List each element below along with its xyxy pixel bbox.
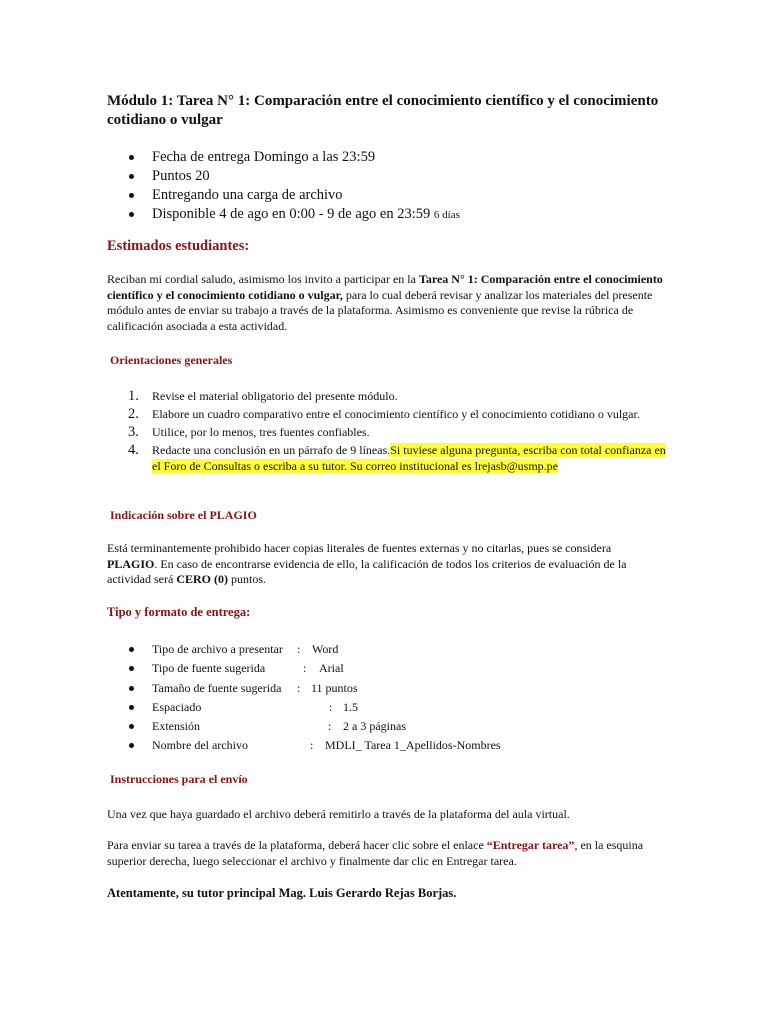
formato-colon: :: [310, 738, 314, 753]
availability-item: [107, 205, 460, 225]
formato-label: Nombre del archivo: [152, 738, 248, 753]
plagio-text-3: puntos.: [227, 572, 266, 586]
orientaciones-list: [107, 388, 667, 476]
intro-text-before: Reciban mi cordial saludo, asimismo los invito a participar en la: [107, 272, 419, 286]
assignment-meta-list: [107, 148, 460, 225]
availability-days: 6 días: [433, 209, 460, 221]
formato-colon: :: [329, 699, 333, 714]
formato-item: [107, 679, 667, 698]
points-item: [107, 167, 460, 186]
formato-item: [107, 698, 667, 717]
envio-text-after: , en la esquina superior derecha, luego seleccionar el archivo y finalmente dar clic en Entregar tarea.: [107, 838, 644, 868]
formato-value: MDLI_ Tarea 1_Apellidos-Nombres: [325, 738, 501, 753]
formato-label: Tamaño de fuente sugerida: [152, 680, 282, 695]
plagio-zero-score: CERO (0): [176, 572, 228, 586]
formato-label: Tipo de fuente sugerida: [152, 661, 266, 676]
formato-item: [107, 736, 667, 755]
plagio-text-1: Está terminantemente prohibido hacer copias literales de fuentes externas y no citarlas, pues se considera: [107, 541, 612, 555]
envio-text-before: Para enviar su tarea a través de la plataforma, deberá hacer clic sobre el enlace: [107, 838, 487, 852]
entregar-tarea-link[interactable]: “Entregar tarea”: [486, 838, 575, 852]
assignment-title: Módulo 1: Tarea N° 1: Comparación entre el conocimiento científico y el conocimiento cotidiano o vulgar: [107, 93, 659, 128]
formato-label: Extensión: [152, 719, 200, 734]
envio-paragraph-1: Una vez que haya guardado el archivo deberá remitirlo a través de la plataforma del aula virtual.: [107, 807, 570, 821]
formato-heading: Tipo y formato de entrega:: [107, 605, 251, 619]
envio-heading: Instrucciones para el envío: [110, 772, 248, 786]
availability-text: Disponible 4 de ago en 0:00 - 9 de ago en 23:59: [152, 206, 431, 222]
orientacion-item: [107, 424, 667, 440]
orientacion-item: [107, 442, 667, 474]
formato-value: 1.5: [343, 699, 358, 714]
formato-colon: :: [297, 680, 301, 695]
greeting-heading: Estimados estudiantes:: [107, 238, 250, 254]
orientaciones-heading: Orientaciones generales: [110, 353, 233, 367]
formato-list: [107, 640, 667, 756]
formato-label: Tipo de archivo a presentar: [152, 642, 283, 656]
orientacion-number: 2.: [128, 406, 139, 422]
formato-colon: :: [297, 642, 301, 656]
formato-colon: :: [303, 661, 307, 676]
due-date-text: Fecha de entrega Domingo a las 23:59: [152, 149, 376, 165]
orientacion-text: Elabore un cuadro comparativo entre el conocimiento científico y el conocimiento cotidiano o vulgar.: [152, 407, 640, 421]
formato-value: 11 puntos: [311, 680, 358, 695]
submission-type-item: [107, 186, 460, 205]
submission-type-text: Entregando una carga de archivo: [152, 187, 343, 203]
points-text: Puntos 20: [152, 168, 210, 184]
formato-item: [107, 717, 667, 736]
orientacion-number: 1.: [128, 388, 139, 404]
orientacion-item: [107, 388, 667, 404]
formato-item: [107, 640, 667, 659]
formato-value: Word: [312, 642, 339, 656]
formato-value: Arial: [319, 661, 344, 676]
orientacion-text: Redacte una conclusión en un párrafo de 9 líneas.: [152, 443, 391, 457]
orientacion-item: [107, 406, 667, 422]
plagio-text-2: . En caso de encontrarse evidencia de ello, la calificación de todos los criterios de evaluación de la actividad será: [107, 556, 627, 586]
formato-colon: :: [328, 719, 332, 734]
closing-signature: Atentamente, su tutor principal Mag. Luis Gerardo Rejas Borjas.: [107, 886, 457, 900]
intro-task-name: Tarea N° 1: Comparación entre el conocimiento científico y el conocimiento cotidiano o vulgar,: [107, 272, 663, 302]
plagio-bold-word: PLAGIO: [107, 556, 155, 571]
orientacion-text: Utilice, por lo menos, tres fuentes confiables.: [152, 425, 370, 439]
orientacion-text: Revise el material obligatorio del presente módulo.: [152, 389, 398, 403]
formato-item: [107, 659, 667, 678]
plagio-heading: Indicación sobre el PLAGIO: [110, 508, 257, 522]
due-date-item: [107, 148, 460, 167]
plagio-paragraph: [107, 541, 663, 588]
intro-text-after: para lo cual deberá revisar y analizar los materiales del presente módulo antes de enviar su trabajo a través de la plataforma. Asimismo es conveniente que revise la rúbrica de calificación asociada a esta actividad.: [107, 287, 653, 333]
intro-paragraph: [107, 272, 663, 334]
orientacion-number: 3.: [128, 424, 139, 440]
contact-highlight: Si tuviese alguna pregunta, escriba con total confianza en el Foro de Consultas o escriba a su tutor. Su correo institucional es lrejasb@usmp.pe: [152, 443, 666, 473]
envio-paragraph-2: [107, 838, 663, 869]
formato-value: 2 a 3 páginas: [343, 719, 406, 734]
formato-label: Espaciado: [152, 699, 202, 714]
orientacion-number: 4.: [128, 442, 139, 458]
